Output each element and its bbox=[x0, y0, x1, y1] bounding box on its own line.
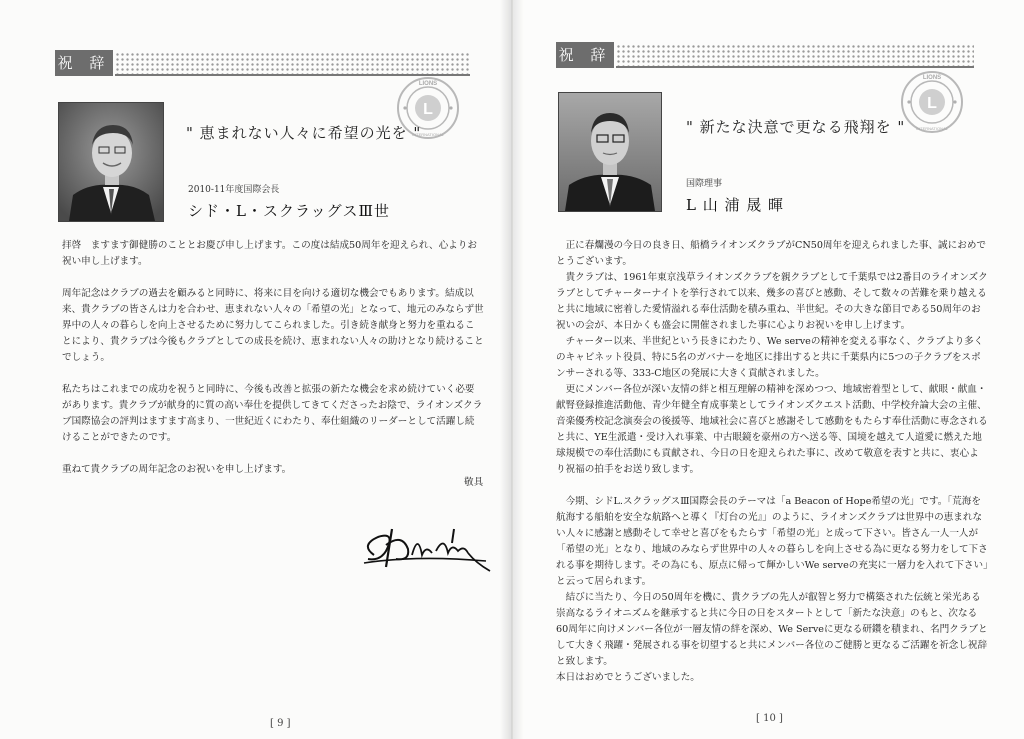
right-rule-line bbox=[616, 66, 974, 68]
right-name: L 山 浦 晟 暉 bbox=[686, 196, 785, 214]
right-body-text bbox=[556, 238, 988, 686]
left-body-text bbox=[62, 238, 484, 478]
president-portrait-photo bbox=[58, 102, 164, 222]
left-header-bar bbox=[55, 50, 470, 76]
right-paragraph: 今期、シドL.スクラッグスⅢ国際会長のテーマは「a Beacon of Hope希望の光」です。「荒海を航海する船舶を安全な航路へと導く『灯台の光』」のように、ライオンズクラブは世界中の恵まれない人々に感謝と感動そして幸せと喜びをもたらす「希望の光」と成って下さい。皆さん一人一人が「希望の光」となり、地域のみならず世界中の人々の暮らしを向上させる為に更なる努力をして下される事を期待します。その為にも、原点に帰って輝かしいWe serveの充実に一層力を入れて下さい」と云って居られます。 bbox=[556, 496, 988, 587]
left-paragraph: 重ねて貴クラブの周年記念のお祝いを申し上げます。 bbox=[62, 464, 292, 475]
right-section-tag: 祝 辞 bbox=[556, 42, 614, 68]
right-page-number: [ 10 ] bbox=[756, 713, 783, 724]
lions-logo-icon bbox=[900, 70, 964, 134]
right-paragraph: 更にメンバー各位が深い友情の絆と相互理解の精神を深めつつ、地域密着型として、献眼・献血・献腎登録推進活動他、青少年健全育成事業としてライオンズクエスト活動、中学校弁論大会の主催、音楽優秀校記念演奏会の後援等、地域社会に喜びと感謝そして感動をもたらす奉仕活動に専念されると共に、YE生派遣・受け入れ事業、中古眼鏡を豪州の方へ送る等、国境を越えて人道愛に燃えた地球規模での奉仕活動にも貢献され、今日の日を迎えられた事に、改めて敬意を表すと共に、衷心より祝福の拍手をお送り致します。 bbox=[556, 384, 988, 475]
right-paragraph: 結びに当たり、今日の50周年を機に、貴クラブの先人が叡智と努力で構築された伝統と栄光ある崇高なるライオニズムを継承すると共に今日の日をスタートとして「新たな決意」のもと、次なる60周年に向けメンバー各位が一層友情の絆を深め、We Serveに更なる研鑽を積まれ、名門クラブとして大きく飛躍・発展される事を切望すると共にメンバー各位のご健勝と更なるご活躍を祈念し祝辞と致します。 bbox=[556, 592, 988, 667]
left-page-number: [ 9 ] bbox=[270, 718, 291, 729]
svg-text:L: L bbox=[423, 101, 433, 118]
right-page bbox=[512, 0, 1024, 739]
right-paragraph: 本日はおめでとうございました。 bbox=[556, 672, 700, 683]
right-title-quote: " 新たな決意で更なる飛翔を " bbox=[686, 118, 906, 136]
left-paragraph: 周年記念はクラブの過去を顧みると同時に、将来に目を向ける適切な機会でもあります。結成以来、貴クラブの皆さんは力を合わせ、恵まれない人々の「希望の光」となって、地元のみならず世界中の人々の暮らしを向上させるために努力してこられました。引き続き献身と努力を重ねることにより、貴クラブは今後もクラブとしての成長を続け、恵まれない人々の助けとなり続けることでしょう。 bbox=[62, 288, 484, 363]
svg-text:LIONS: LIONS bbox=[922, 75, 942, 81]
left-closing: 敬具 bbox=[464, 477, 484, 488]
right-dotted-rule bbox=[616, 44, 974, 66]
left-name: シド・L・スクラッグスⅢ世 bbox=[188, 202, 390, 220]
svg-text:INTERNATIONAL: INTERNATIONAL bbox=[916, 126, 948, 131]
right-paragraph: 正に春爛漫の今日の良き日、船橋ライオンズクラブがCN50周年を迎えられました事、誠におめでとうございます。 bbox=[556, 240, 987, 267]
book-gutter bbox=[500, 0, 524, 739]
left-paragraph: 私たちはこれまでの成功を祝うと同時に、今後も改善と拡張の新たな機会を求め続けていく必要があります。貴クラブが献身的に質の高い奉仕を提供してきてくださったお陰で、ライオンズクラブ国際協会の評判はますます高まり、一世紀近くにわたり、奉仕組織のリーダーとして活躍し続けることができたのです。 bbox=[62, 384, 483, 443]
left-role: 2010-11年度国際会長 bbox=[188, 185, 280, 195]
svg-text:INTERNATIONAL: INTERNATIONAL bbox=[412, 132, 444, 137]
left-paragraph: 拝啓 ますます御健勝のこととお慶び申し上げます。この度は結成50周年を迎えられ、心よりお祝い申し上げます。 bbox=[62, 240, 477, 267]
svg-text:L: L bbox=[927, 95, 937, 112]
right-paragraph: チャーター以来、半世紀という長きにわたり、We serveの精神を変える事なく、クラブより多くのキャビネット役員、特に5名のガバナーを地区に排出すると共に千葉県内に5つの子クラブをスポンサーされる等、333-C地区の発展に大きく貢献されました。 bbox=[556, 336, 984, 379]
left-section-tag: 祝 辞 bbox=[55, 50, 113, 76]
signature-image bbox=[356, 515, 496, 575]
director-portrait-photo bbox=[558, 92, 662, 212]
right-role: 国際理事 bbox=[686, 179, 723, 189]
left-dotted-rule bbox=[115, 52, 470, 74]
right-paragraph: 貴クラブは、1961年東京浅草ライオンズクラブを親クラブとして千葉県では2番目のライオンズクラブとしてチャーターナイトを挙行されて以来、幾多の喜びと感動、そして数々の苦難を乗り越えると共に地域に密着した愛情溢れる奉仕活動を積み重ね、半世紀。その大きな節目である50周年のお祝いの会が、本日かくも盛会に開催されました事に心よりお祝いを申し上げます。 bbox=[556, 272, 988, 331]
svg-text:LIONS: LIONS bbox=[418, 81, 438, 87]
left-title-quote: " 恵まれない人々に希望の光を " bbox=[186, 124, 422, 142]
right-header-bar bbox=[556, 42, 974, 68]
